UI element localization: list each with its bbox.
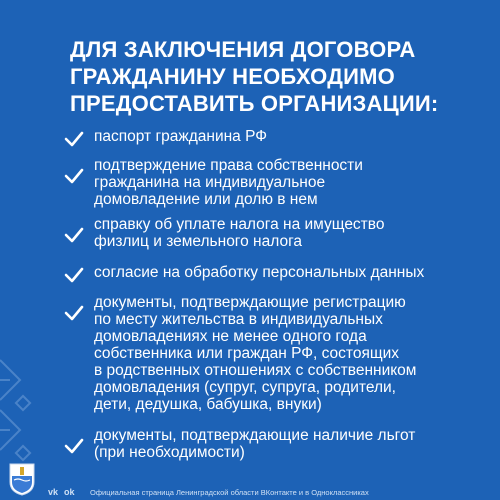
item-line: подтверждение права собственности — [94, 157, 363, 174]
check-icon — [63, 224, 85, 246]
region-emblem-icon — [8, 462, 36, 496]
list-item — [63, 128, 484, 150]
list-item — [63, 294, 484, 413]
item-line: справку об уплате налога на имущество — [94, 216, 385, 233]
check-icon — [63, 264, 85, 286]
check-icon — [63, 128, 85, 150]
ok-icon[interactable]: ok — [64, 487, 75, 497]
item-line: документы, подтверждающие регистрацию — [94, 294, 406, 311]
page-heading — [70, 36, 480, 117]
item-line: дети, дедушка, бабушка, внуки) — [94, 396, 322, 413]
ornament-decoration — [0, 350, 40, 470]
item-line: согласие на обработку персональных данных — [94, 264, 425, 281]
item-line: документы, подтверждающие наличие льгот — [94, 427, 416, 444]
item-line: домовладение или долю в нем — [94, 191, 318, 208]
footer-caption: Официальная страница Ленинградской области ВКонтакте и в Одноклассниках — [90, 488, 369, 497]
item-line: гражданина на индивидуальное — [94, 174, 326, 191]
vk-icon[interactable]: vk — [48, 487, 59, 497]
item-line: в родственных отношениях с собственником — [94, 362, 417, 379]
heading-line-3: ПРЕДОСТАВИТЬ ОРГАНИЗАЦИИ: — [70, 91, 439, 116]
item-line: домовладениях не менее одного года — [94, 328, 367, 345]
item-line: домовладения (супруг, супруга, родители, — [94, 379, 396, 396]
heading-line-2: ГРАЖДАНИНУ НЕОБХОДИМО — [70, 64, 395, 89]
check-icon — [63, 435, 85, 457]
list-item — [63, 427, 484, 461]
list-item — [63, 157, 484, 208]
list-item — [63, 264, 484, 286]
footer — [0, 458, 500, 500]
check-icon — [63, 302, 85, 324]
check-icon — [63, 165, 85, 187]
heading-line-1: ДЛЯ ЗАКЛЮЧЕНИЯ ДОГОВОРА — [70, 37, 416, 62]
item-line: собственника или граждан РФ, состоящих — [94, 345, 400, 362]
item-line: по месту жительства в индивидуальных — [94, 311, 383, 328]
item-line: паспорт гражданина РФ — [94, 128, 268, 145]
list-item — [63, 216, 484, 250]
item-line: физлиц и земельного налога — [94, 233, 303, 250]
item-line: (при необходимости) — [94, 444, 245, 461]
